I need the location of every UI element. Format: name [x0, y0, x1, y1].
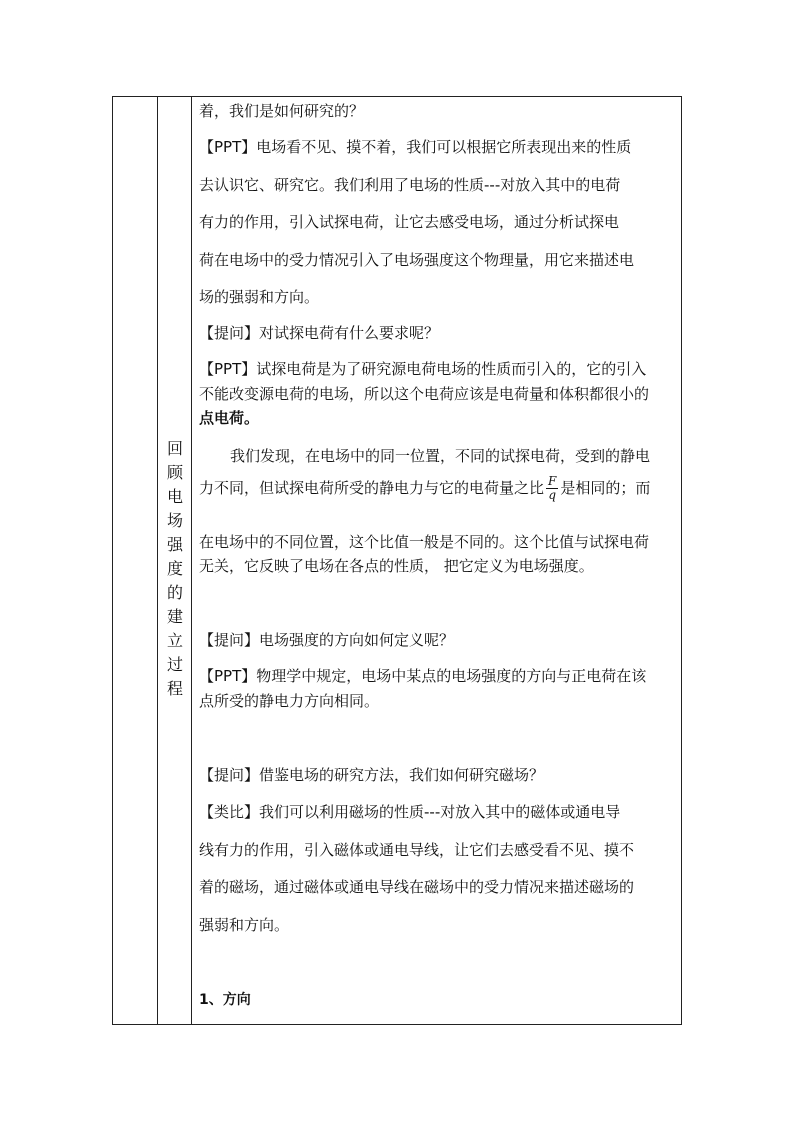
text-segment: 是相同的；而 — [560, 479, 651, 497]
section-label-char: 回 — [166, 439, 183, 458]
section-label-char: 立 — [166, 631, 183, 650]
text-line-with-fraction — [199, 475, 650, 502]
text-line: 着，我们是如何研究的？ — [199, 102, 365, 120]
section-label-char: 的 — [166, 583, 183, 602]
text-line: 无关，它反映了电场在各点的性质， 把它定义为电场强度。 — [199, 557, 594, 575]
section-label-char: 电 — [166, 487, 183, 506]
text-line: 去认识它、研究它。我们利用了电场的性质---对放入其中的电荷 — [199, 176, 621, 194]
text-line: 我们发现，在电场中的同一位置，不同的试探电荷，受到的静电 — [230, 447, 651, 465]
section-label-char: 建 — [166, 607, 183, 626]
table-column-section-label — [158, 97, 192, 1024]
text-line: 【提问】对试探电荷有什么要求呢？ — [199, 324, 440, 342]
fraction-denominator: q — [548, 488, 557, 502]
table-column-empty — [113, 97, 158, 1024]
text-line: 线有力的作用，引入磁体或通电导线，让它们去感受看不见、摸不 — [199, 841, 635, 859]
text-line: 点所受的静电力方向相同。 — [199, 692, 380, 710]
text-line: 【PPT】物理学中规定，电场中某点的电场强度的方向与正电荷在该 — [199, 667, 647, 685]
text-line: 荷在电场中的受力情况引入了电场强度这个物理量，用它来描述电 — [199, 251, 635, 269]
section-label-char: 顾 — [166, 463, 183, 482]
section-label-char: 度 — [166, 559, 183, 578]
text-line: 场的强弱和方向。 — [199, 288, 320, 306]
text-line: 着的磁场，通过磁体或通电导线在磁场中的受力情况来描述磁场的 — [199, 878, 635, 896]
fraction-numerator: F — [548, 474, 557, 488]
fraction-f-over-q — [546, 475, 558, 502]
text-line: 不能改变源电荷的电场，所以这个电荷应该是电荷量和体积都很小的 — [199, 385, 650, 403]
section-label-char: 强 — [166, 535, 183, 554]
text-line: 【提问】借鉴电场的研究方法，我们如何研究磁场？ — [199, 766, 545, 784]
section-heading: 1、方向 — [199, 992, 251, 1008]
text-line: 在电场中的不同位置，这个比值一般是不同的。这个比值与试探电荷 — [199, 533, 650, 551]
text-line: 有力的作用，引入试探电荷，让它去感受电场，通过分析试探电 — [199, 213, 620, 231]
section-label-char: 程 — [166, 679, 183, 698]
section-label-char: 过 — [166, 655, 183, 674]
text-line: 【提问】电场强度的方向如何定义呢？ — [199, 631, 455, 649]
text-segment: 力不同，但试探电荷所受的静电力与它的电荷量之比 — [199, 479, 545, 497]
text-line: 【PPT】电场看不见、摸不着，我们可以根据它所表现出来的性质 — [199, 138, 632, 156]
text-line: 【类比】我们可以利用磁场的性质---对放入其中的磁体或通电导 — [199, 803, 621, 821]
section-label-vertical — [158, 437, 192, 701]
text-line-bold: 点电荷。 — [199, 409, 260, 427]
text-line: 强弱和方向。 — [199, 916, 290, 934]
lesson-table — [112, 96, 682, 1025]
section-label-char: 场 — [166, 511, 183, 530]
text-line: 【PPT】试探电荷是为了研究源电荷电场的性质而引入的，它的引入 — [199, 360, 647, 378]
